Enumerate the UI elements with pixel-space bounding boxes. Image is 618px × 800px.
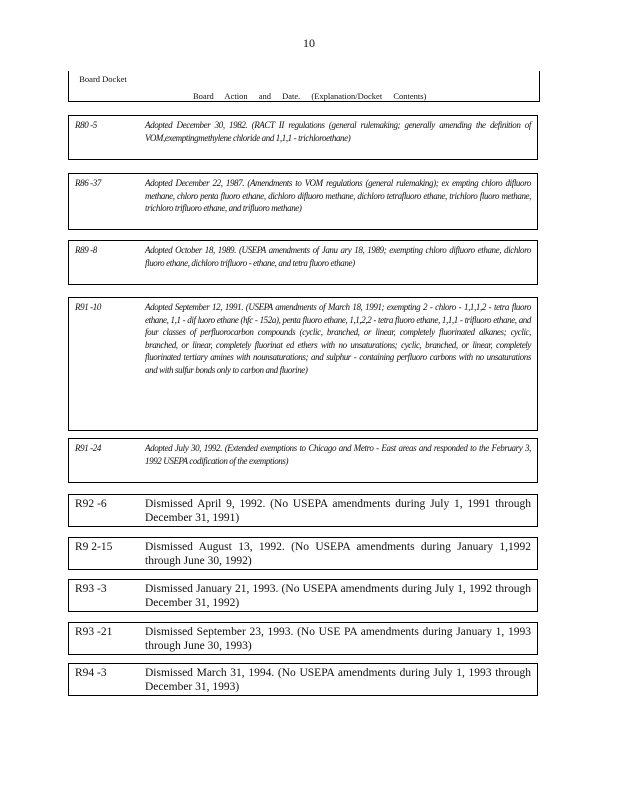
docket-description: Dismissed April 9, 1992. (No USEPA amendments during July 1, 1991 through December 31, 1991) — [145, 498, 531, 524]
docket-entry — [68, 240, 538, 285]
docket-entry — [68, 579, 538, 612]
docket-description: Dismissed January 21, 1993. (No USEPA amendments during July 1, 1992 through December 31, 1992) — [145, 583, 531, 609]
docket-number: R86 -37 — [75, 178, 101, 188]
header-board-action: Board Action and Date. (Explanation/Docket Contents) — [193, 91, 427, 101]
docket-description: Adopted October 18, 1989. (USEPA amendments of Janu ary 18, 1989; exempting chloro difluoro ethane, dichloro fluoro ethane, dichloro trifluoro - ethane, and tetra fluoro ethane) — [145, 245, 531, 268]
docket-description: Adopted December 30, 1982. (RACT II regulations (general rulemaking; generally amending the definition of VOM,exemptingmethylene chloride and 1,1,1 - trichloroethane) — [145, 120, 531, 143]
docket-description: Dismissed September 23, 1993. (No USE PA amendments during January 1, 1993 through June 30, 1993) — [145, 626, 531, 652]
docket-number: R80 -5 — [75, 120, 97, 130]
docket-entry — [68, 537, 538, 570]
docket-description: Adopted July 30, 1992. (Extended exemptions to Chicago and Metro - East areas and responded to the February 3, 1992 USEPA codification of the exemptions) — [145, 443, 531, 466]
docket-entry — [68, 494, 538, 527]
docket-entry — [68, 173, 538, 230]
docket-description: Dismissed August 13, 1992. (No USEPA amendments during January 1,1992 through June 30, 1992) — [145, 541, 531, 567]
docket-number: R93 -3 — [75, 583, 107, 595]
docket-number: R9 2-15 — [75, 541, 113, 553]
docket-number: R89 -8 — [75, 245, 97, 255]
table-header — [68, 71, 540, 102]
docket-number: R92 -6 — [75, 498, 107, 510]
docket-entry — [68, 622, 538, 655]
docket-entry — [68, 115, 538, 160]
docket-entry — [68, 438, 538, 483]
docket-description: Adopted December 22, 1987. (Amendments to VOM regulations (general rulemaking); ex empting chloro difluoro methane, chloro penta fluoro ethane, dichloro difluoro methane, dichloro tetrafluoro ethane, trichloro fluoro methane, trichloro trifluoro ethane, and trifluoro methane) — [145, 178, 531, 214]
header-board-docket: Board Docket — [79, 74, 127, 84]
docket-entry — [68, 297, 538, 431]
docket-description: Adopted September 12, 1991. (USEPA amendments of March 18, 1991; exempting 2 - chloro - 1,1,1,2 - tetra fluoro ethane, 1,1 - dif luoro ethane (hfc - 152a), penta fluoro ethane, 1,1,2,2 - tetra fluoro ethane, 1,1,1 - trifluoro ethane, and four classes of perfluorocarbon compounds (cyclic, branched, or linear, completely fluorinated alkanes; cyclic, branched, or linear, completely fluorinat ed ethers with no unsaturations; cyclic, branched, or linear, completely fluorinated tertiary amines with nounsaturations; and sulphur - containing perfluoro carbons with no unsaturations and with sulfur bonds only to carbon and fluorine) — [145, 302, 531, 375]
docket-number: R91 -24 — [75, 443, 101, 453]
docket-description: Dismissed March 31, 1994. (No USEPA amendments during July 1, 1993 through December 31, 1993) — [145, 667, 531, 693]
docket-number: R91 -10 — [75, 302, 101, 312]
docket-entry — [68, 663, 538, 696]
page-number: 10 — [303, 36, 315, 50]
docket-number: R94 -3 — [75, 667, 107, 679]
docket-number: R93 -21 — [75, 626, 113, 638]
